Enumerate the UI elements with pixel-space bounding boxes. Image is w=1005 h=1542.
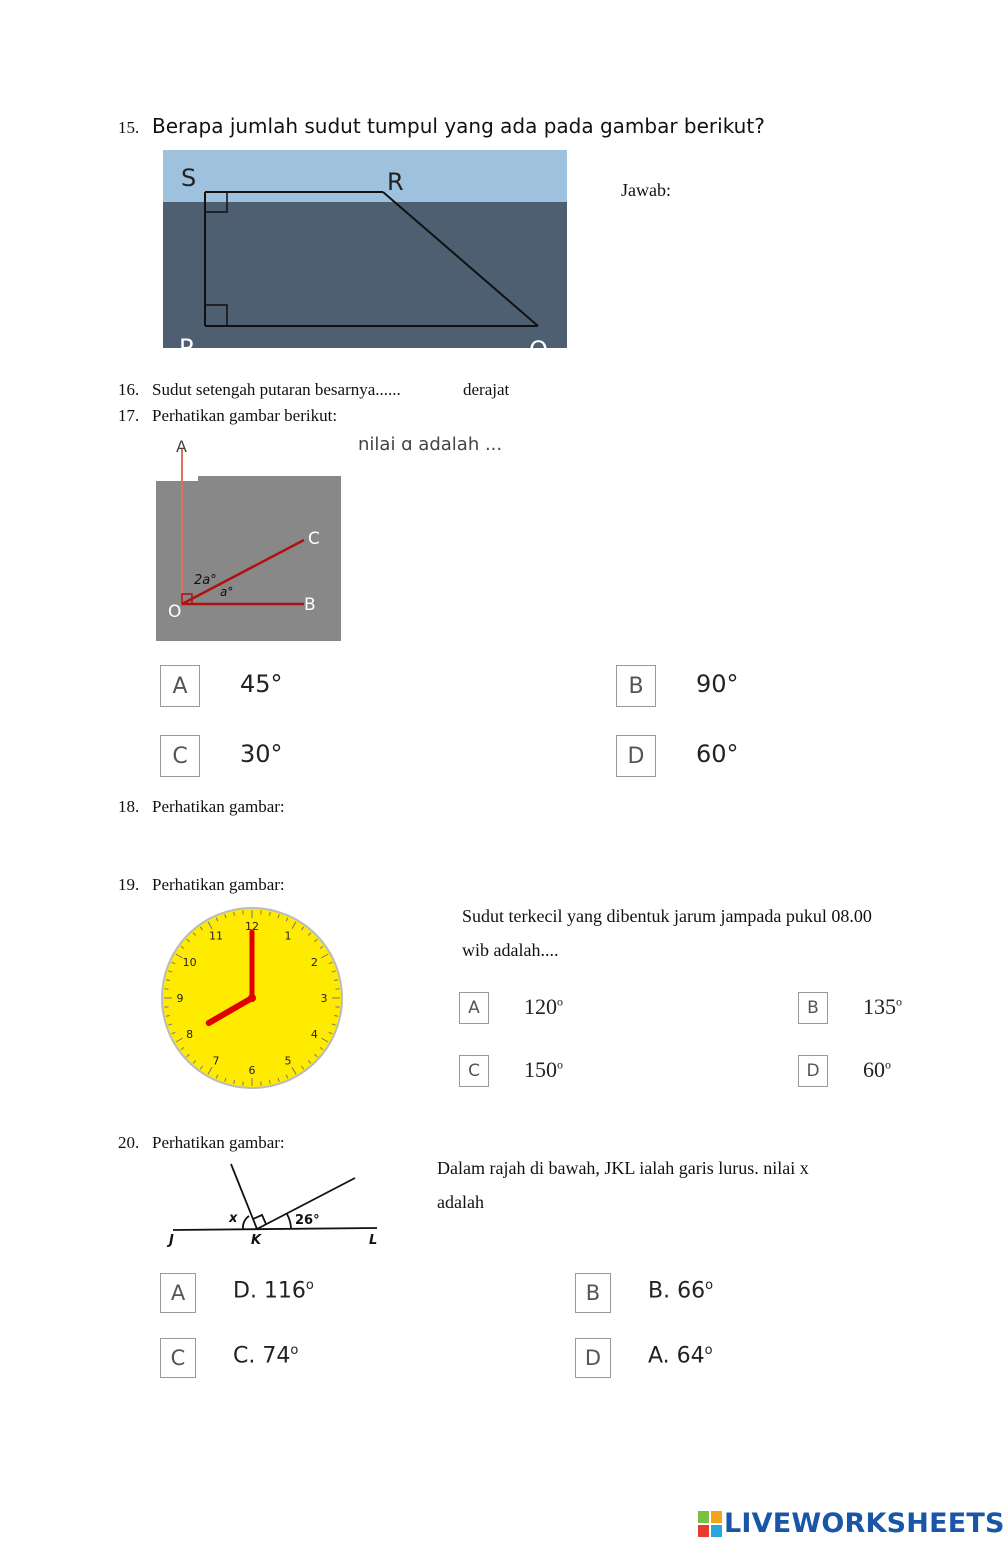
q17-label-a: A xyxy=(176,437,187,456)
q16-unit: derajat xyxy=(463,380,510,399)
q17-option-d-value: 60° xyxy=(696,740,739,768)
clock-number: 1 xyxy=(284,929,292,943)
q15-text: Berapa jumlah sudut tumpul yang ada pada gambar berikut? xyxy=(152,114,765,138)
q17-option-a-box[interactable]: A xyxy=(160,665,200,707)
clock-number: 6 xyxy=(248,1064,256,1077)
q20-label-angle: 26° xyxy=(295,1213,320,1228)
q20-number: 20. xyxy=(118,1133,140,1152)
q20-question-line2: adalah xyxy=(437,1192,484,1212)
q15-label-q: Q xyxy=(529,336,548,364)
q18-number: 18. xyxy=(118,797,140,816)
q20-option-a-box[interactable]: A xyxy=(160,1273,196,1313)
q19-question-line1: Sudut terkecil yang dibentuk jarum jampada pukul 08.00 xyxy=(462,906,872,926)
q17-figure xyxy=(156,436,344,642)
q19-option-d-value: 60$^o$ xyxy=(863,1057,891,1082)
clock-number: 5 xyxy=(284,1054,292,1068)
q17-label-2a: 2a° xyxy=(194,573,217,588)
q19-text: Perhatikan gambar: xyxy=(152,875,285,894)
q17-question: nilai ɑ adalah ... xyxy=(358,434,503,455)
q17-text: Perhatikan gambar berikut: xyxy=(152,406,338,425)
clock-number: 12 xyxy=(245,920,259,933)
q16-text: Sudut setengah putaran besarnya...... xyxy=(152,380,401,399)
q20-question-line1: Dalam rajah di bawah, JKL ialah garis lurus. nilai x xyxy=(437,1158,809,1178)
q17-option-b-box[interactable]: B xyxy=(616,665,656,707)
q20-option-c-value: C. 74$^o$ xyxy=(233,1343,299,1369)
clock-number: 7 xyxy=(212,1054,220,1068)
q19-number: 19. xyxy=(118,875,140,894)
q20-option-b-box[interactable]: B xyxy=(575,1273,611,1313)
clock-number: 10 xyxy=(182,956,197,969)
q20-arc-26 xyxy=(287,1214,291,1228)
q20-label-k: K xyxy=(251,1233,262,1248)
clock-number: 3 xyxy=(320,992,328,1005)
q15-label-s: S xyxy=(181,164,197,192)
q19-option-a-value: 120$^o$ xyxy=(524,994,563,1019)
q19-option-b-value: 135$^o$ xyxy=(863,994,902,1019)
brand-blocks-icon xyxy=(698,1511,722,1537)
q19-option-b-box[interactable]: B xyxy=(798,992,828,1024)
q18-text: Perhatikan gambar: xyxy=(152,797,285,816)
clock-number: 8 xyxy=(186,1028,194,1041)
q17-number: 17. xyxy=(118,406,140,425)
q15-figure xyxy=(163,150,567,364)
q17-label-b: B xyxy=(304,595,316,615)
q17-option-a-value: 45° xyxy=(240,670,283,698)
q19-option-c-value: 150$^o$ xyxy=(524,1057,563,1082)
q19-clock xyxy=(160,906,346,1092)
q15-label-p: P xyxy=(179,334,194,362)
q15-label-r: R xyxy=(387,168,404,196)
q20-option-a-value: D. 116$^o$ xyxy=(233,1278,314,1304)
brand-text: LIVEWORKSHEETS xyxy=(724,1508,1005,1539)
clock-center xyxy=(248,994,256,1002)
q15-answer-label: Jawab: xyxy=(621,180,671,200)
clock-number: 4 xyxy=(310,1028,318,1041)
q15-number: 15. xyxy=(118,118,140,137)
q20-arc-x xyxy=(243,1216,249,1229)
q19-question-line2: wib adalah.... xyxy=(462,940,559,960)
q17-label-o: O xyxy=(168,602,182,622)
q17-label-c: C xyxy=(308,529,320,549)
q19-option-d-box[interactable]: D xyxy=(798,1055,828,1087)
q17-option-c-box[interactable]: C xyxy=(160,735,200,777)
q20-label-x: x xyxy=(229,1211,238,1226)
q20-figure xyxy=(165,1158,385,1250)
q20-label-l: L xyxy=(369,1233,378,1248)
q17-label-a-deg: a° xyxy=(220,585,234,599)
q20-text: Perhatikan gambar: xyxy=(152,1133,285,1152)
clock-number: 9 xyxy=(176,992,184,1005)
q16-number: 16. xyxy=(118,380,140,399)
q20-label-j: J xyxy=(169,1233,174,1248)
q19-option-a-box[interactable]: A xyxy=(459,992,489,1024)
q20-option-d-box[interactable]: D xyxy=(575,1338,611,1378)
q17-option-d-box[interactable]: D xyxy=(616,735,656,777)
q17-option-c-value: 30° xyxy=(240,740,283,768)
q17-option-b-value: 90° xyxy=(696,670,739,698)
q20-line-jkl xyxy=(173,1228,377,1230)
brand-logo xyxy=(698,1508,1005,1539)
clock-number: 11 xyxy=(209,929,223,943)
q20-option-b-value: B. 66$^o$ xyxy=(648,1278,714,1304)
q19-option-c-box[interactable]: C xyxy=(459,1055,489,1087)
clock-number: 2 xyxy=(310,956,318,969)
q20-option-d-value: A. 64$^o$ xyxy=(648,1343,713,1369)
q20-option-c-box[interactable]: C xyxy=(160,1338,196,1378)
